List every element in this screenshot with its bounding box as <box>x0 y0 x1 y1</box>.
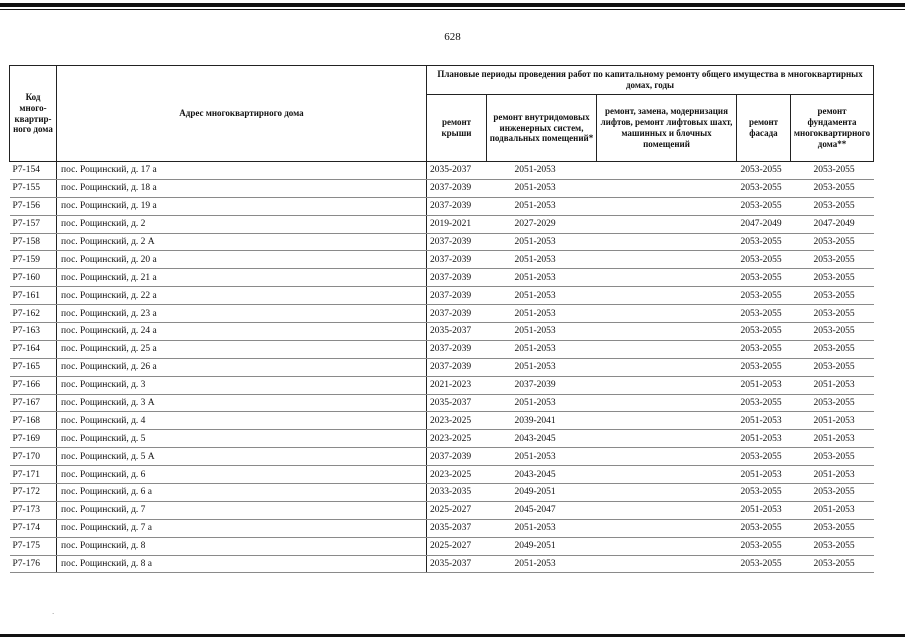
cell-systems: 2049-2051 <box>487 484 597 502</box>
header-elevators: ремонт, замена, модернизация лифтов, ремонт лифтовых шахт, машинных и блочных помещений <box>597 95 737 162</box>
header-address: Адрес многоквартирного дома <box>57 66 427 162</box>
cell-foundation: 2053-2055 <box>791 519 874 537</box>
top-rule <box>0 3 905 7</box>
cell-elevators <box>597 179 737 197</box>
cell-foundation: 2053-2055 <box>791 287 874 305</box>
cell-facade: 2053-2055 <box>737 484 791 502</box>
table-row <box>10 394 874 412</box>
cell-address: пос. Рощинский, д. 5 А <box>57 448 427 466</box>
cell-address: пос. Рощинский, д. 17 а <box>57 162 427 180</box>
table-row <box>10 162 874 180</box>
cell-code: Р7-163 <box>10 323 57 341</box>
cell-code: Р7-161 <box>10 287 57 305</box>
cell-foundation: 2053-2055 <box>791 323 874 341</box>
cell-elevators <box>597 466 737 484</box>
cell-systems: 2051-2053 <box>487 179 597 197</box>
cell-roof: 2023-2025 <box>427 412 487 430</box>
table-row <box>10 197 874 215</box>
cell-elevators <box>597 162 737 180</box>
cell-roof: 2035-2037 <box>427 555 487 573</box>
cell-roof: 2037-2039 <box>427 305 487 323</box>
cell-address: пос. Рощинский, д. 24 а <box>57 323 427 341</box>
table-row <box>10 323 874 341</box>
cell-roof: 2035-2037 <box>427 162 487 180</box>
cell-address: пос. Рощинский, д. 7 <box>57 501 427 519</box>
header-code: Код много-квартир-ного дома <box>10 66 57 162</box>
table-row <box>10 466 874 484</box>
cell-elevators <box>597 412 737 430</box>
cell-code: Р7-176 <box>10 555 57 573</box>
cell-facade: 2053-2055 <box>737 340 791 358</box>
cell-roof: 2037-2039 <box>427 179 487 197</box>
cell-roof: 2023-2025 <box>427 466 487 484</box>
cell-foundation: 2047-2049 <box>791 215 874 233</box>
cell-address: пос. Рощинский, д. 7 а <box>57 519 427 537</box>
cell-code: Р7-170 <box>10 448 57 466</box>
cell-facade: 2051-2053 <box>737 466 791 484</box>
cell-systems: 2051-2053 <box>487 448 597 466</box>
cell-foundation: 2053-2055 <box>791 162 874 180</box>
cell-facade: 2053-2055 <box>737 179 791 197</box>
cell-foundation: 2051-2053 <box>791 501 874 519</box>
cell-facade: 2051-2053 <box>737 501 791 519</box>
cell-address: пос. Рощинский, д. 22 а <box>57 287 427 305</box>
cell-facade: 2053-2055 <box>737 555 791 573</box>
cell-systems: 2051-2053 <box>487 555 597 573</box>
cell-foundation: 2051-2053 <box>791 430 874 448</box>
cell-elevators <box>597 233 737 251</box>
cell-code: Р7-159 <box>10 251 57 269</box>
table-row <box>10 251 874 269</box>
cell-elevators <box>597 484 737 502</box>
cell-address: пос. Рощинский, д. 21 а <box>57 269 427 287</box>
cell-facade: 2053-2055 <box>737 537 791 555</box>
cell-elevators <box>597 197 737 215</box>
cell-foundation: 2053-2055 <box>791 269 874 287</box>
top-rule-thin <box>0 9 905 10</box>
cell-elevators <box>597 430 737 448</box>
cell-facade: 2053-2055 <box>737 448 791 466</box>
cell-systems: 2043-2045 <box>487 466 597 484</box>
cell-systems: 2051-2053 <box>487 305 597 323</box>
cell-foundation: 2053-2055 <box>791 537 874 555</box>
cell-roof: 2021-2023 <box>427 376 487 394</box>
cell-facade: 2047-2049 <box>737 215 791 233</box>
cell-roof: 2037-2039 <box>427 287 487 305</box>
cell-elevators <box>597 287 737 305</box>
cell-systems: 2051-2053 <box>487 251 597 269</box>
cell-code: Р7-165 <box>10 358 57 376</box>
cell-address: пос. Рощинский, д. 8 <box>57 537 427 555</box>
cell-facade: 2053-2055 <box>737 251 791 269</box>
cell-systems: 2051-2053 <box>487 162 597 180</box>
cell-facade: 2053-2055 <box>737 305 791 323</box>
cell-roof: 2037-2039 <box>427 251 487 269</box>
cell-elevators <box>597 358 737 376</box>
cell-code: Р7-175 <box>10 537 57 555</box>
cell-foundation: 2053-2055 <box>791 233 874 251</box>
cell-systems: 2051-2053 <box>487 233 597 251</box>
cell-address: пос. Рощинский, д. 5 <box>57 430 427 448</box>
header-foundation: ремонт фундамента многоквартирного дома** <box>791 95 874 162</box>
cell-code: Р7-155 <box>10 179 57 197</box>
cell-foundation: 2053-2055 <box>791 305 874 323</box>
cell-address: пос. Рощинский, д. 25 а <box>57 340 427 358</box>
cell-elevators <box>597 340 737 358</box>
table-row <box>10 305 874 323</box>
cell-roof: 2037-2039 <box>427 448 487 466</box>
cell-systems: 2051-2053 <box>487 287 597 305</box>
cell-code: Р7-162 <box>10 305 57 323</box>
cell-elevators <box>597 501 737 519</box>
cell-roof: 2037-2039 <box>427 358 487 376</box>
cell-code: Р7-158 <box>10 233 57 251</box>
cell-address: пос. Рощинский, д. 20 а <box>57 251 427 269</box>
cell-roof: 2037-2039 <box>427 340 487 358</box>
cell-code: Р7-166 <box>10 376 57 394</box>
cell-roof: 2025-2027 <box>427 537 487 555</box>
cell-foundation: 2051-2053 <box>791 376 874 394</box>
table-row <box>10 215 874 233</box>
cell-address: пос. Рощинский, д. 8 а <box>57 555 427 573</box>
cell-address: пос. Рощинский, д. 3 А <box>57 394 427 412</box>
cell-address: пос. Рощинский, д. 23 а <box>57 305 427 323</box>
cell-code: Р7-173 <box>10 501 57 519</box>
cell-code: Р7-157 <box>10 215 57 233</box>
cell-facade: 2053-2055 <box>737 358 791 376</box>
cell-address: пос. Рощинский, д. 26 а <box>57 358 427 376</box>
cell-code: Р7-171 <box>10 466 57 484</box>
cell-foundation: 2053-2055 <box>791 197 874 215</box>
header-roof: ремонт крыши <box>427 95 487 162</box>
cell-elevators <box>597 555 737 573</box>
cell-address: пос. Рощинский, д. 3 <box>57 376 427 394</box>
cell-elevators <box>597 394 737 412</box>
table-row <box>10 519 874 537</box>
cell-code: Р7-174 <box>10 519 57 537</box>
header-systems: ремонт внутридомовых инженерных систем, подвальных помещений* <box>487 95 597 162</box>
table-body <box>10 162 874 573</box>
table-row <box>10 340 874 358</box>
cell-code: Р7-167 <box>10 394 57 412</box>
cell-facade: 2053-2055 <box>737 233 791 251</box>
table-row <box>10 269 874 287</box>
cell-foundation: 2053-2055 <box>791 555 874 573</box>
cell-roof: 2035-2037 <box>427 323 487 341</box>
cell-roof: 2035-2037 <box>427 519 487 537</box>
cell-code: Р7-164 <box>10 340 57 358</box>
table-row <box>10 233 874 251</box>
cell-elevators <box>597 537 737 555</box>
cell-systems: 2049-2051 <box>487 537 597 555</box>
cell-elevators <box>597 376 737 394</box>
cell-foundation: 2053-2055 <box>791 251 874 269</box>
cell-facade: 2053-2055 <box>737 394 791 412</box>
cell-facade: 2053-2055 <box>737 197 791 215</box>
table-row <box>10 555 874 573</box>
cell-elevators <box>597 519 737 537</box>
cell-foundation: 2051-2053 <box>791 466 874 484</box>
cell-systems: 2051-2053 <box>487 358 597 376</box>
cell-foundation: 2053-2055 <box>791 179 874 197</box>
cell-roof: 2023-2025 <box>427 430 487 448</box>
cell-address: пос. Рощинский, д. 2 А <box>57 233 427 251</box>
cell-roof: 2037-2039 <box>427 233 487 251</box>
cell-address: пос. Рощинский, д. 18 а <box>57 179 427 197</box>
cell-roof: 2033-2035 <box>427 484 487 502</box>
table-row <box>10 430 874 448</box>
cell-elevators <box>597 448 737 466</box>
cell-foundation: 2053-2055 <box>791 448 874 466</box>
table-row <box>10 484 874 502</box>
cell-elevators <box>597 305 737 323</box>
cell-roof: 2037-2039 <box>427 269 487 287</box>
cell-facade: 2053-2055 <box>737 269 791 287</box>
cell-facade: 2051-2053 <box>737 430 791 448</box>
cell-code: Р7-156 <box>10 197 57 215</box>
bottom-rule <box>0 634 905 637</box>
cell-systems: 2051-2053 <box>487 269 597 287</box>
cell-facade: 2053-2055 <box>737 519 791 537</box>
cell-systems: 2051-2053 <box>487 340 597 358</box>
cell-code: Р7-154 <box>10 162 57 180</box>
scan-speck: ` <box>52 612 55 620</box>
cell-roof: 2035-2037 <box>427 394 487 412</box>
cell-foundation: 2053-2055 <box>791 340 874 358</box>
cell-code: Р7-172 <box>10 484 57 502</box>
table-row <box>10 448 874 466</box>
cell-address: пос. Рощинский, д. 2 <box>57 215 427 233</box>
table-row <box>10 376 874 394</box>
table-row <box>10 287 874 305</box>
cell-address: пос. Рощинский, д. 6 <box>57 466 427 484</box>
cell-systems: 2051-2053 <box>487 197 597 215</box>
cell-roof: 2019-2021 <box>427 215 487 233</box>
table-row <box>10 412 874 430</box>
cell-facade: 2051-2053 <box>737 412 791 430</box>
cell-facade: 2053-2055 <box>737 162 791 180</box>
cell-address: пос. Рощинский, д. 4 <box>57 412 427 430</box>
cell-elevators <box>597 323 737 341</box>
cell-systems: 2051-2053 <box>487 394 597 412</box>
cell-systems: 2051-2053 <box>487 323 597 341</box>
cell-elevators <box>597 215 737 233</box>
cell-code: Р7-169 <box>10 430 57 448</box>
cell-facade: 2053-2055 <box>737 323 791 341</box>
cell-systems: 2027-2029 <box>487 215 597 233</box>
cell-roof: 2037-2039 <box>427 197 487 215</box>
page-number: 628 <box>444 31 461 43</box>
cell-facade: 2051-2053 <box>737 376 791 394</box>
cell-foundation: 2051-2053 <box>791 412 874 430</box>
cell-systems: 2039-2041 <box>487 412 597 430</box>
cell-elevators <box>597 251 737 269</box>
cell-foundation: 2053-2055 <box>791 394 874 412</box>
table-row <box>10 358 874 376</box>
cell-systems: 2051-2053 <box>487 519 597 537</box>
cell-foundation: 2053-2055 <box>791 358 874 376</box>
cell-roof: 2025-2027 <box>427 501 487 519</box>
cell-systems: 2045-2047 <box>487 501 597 519</box>
cell-code: Р7-168 <box>10 412 57 430</box>
cell-address: пос. Рощинский, д. 6 а <box>57 484 427 502</box>
table-row <box>10 501 874 519</box>
cell-code: Р7-160 <box>10 269 57 287</box>
repair-schedule-table <box>9 65 874 573</box>
cell-systems: 2043-2045 <box>487 430 597 448</box>
table-row <box>10 537 874 555</box>
cell-systems: 2037-2039 <box>487 376 597 394</box>
cell-foundation: 2053-2055 <box>791 484 874 502</box>
table-row <box>10 179 874 197</box>
header-periods-group: Плановые периоды проведения работ по капитальному ремонту общего имущества в многоквартирных домах, годы <box>427 66 874 95</box>
cell-facade: 2053-2055 <box>737 287 791 305</box>
header-facade: ремонт фасада <box>737 95 791 162</box>
cell-address: пос. Рощинский, д. 19 а <box>57 197 427 215</box>
cell-elevators <box>597 269 737 287</box>
